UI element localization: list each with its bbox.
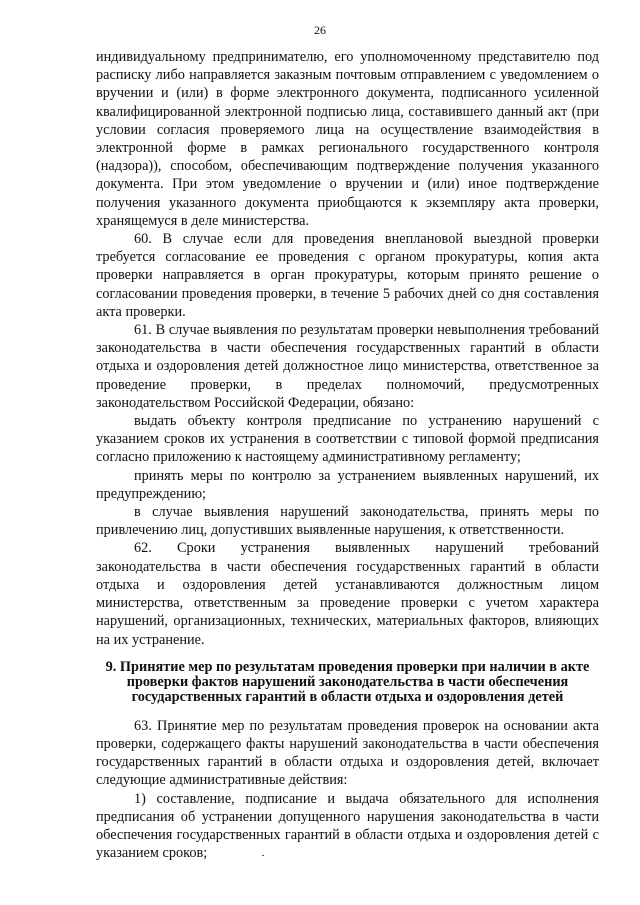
paragraph-61-item-1: выдать объекту контроля предписание по устранению нарушений с указанием сроков их устранения в соответствии с типовой формой предписания согласно приложению к настоящему административному регламенту; [96,413,599,466]
page-number: 26 [314,23,326,37]
paragraph-62: 62. Сроки устранения выявленных нарушений требований законодательства в части обеспечения государственных гарантий в области отдыха и оздоровления детей устанавливаются должностным лицом министерства, ответственным за проведение проверки с учетом характера нарушений, организационных, технических, материальных факторов, влияющих на их устранение. [96,540,599,648]
scan-artifact-dot [262,855,264,856]
paragraph-61-item-2: принять меры по контролю за устранением выявленных нарушений, их предупреждению; [96,467,599,502]
paragraph-continuation: индивидуальному предпринимателю, его уполномоченному представителю под расписку либо направляется заказным почтовым отправлением с уведомлением о вручении и (или) в форме электронного документа, подписанного усиленной квалифицированной электронной подписью лица, составившего данный акт (при условии согласия проверяемого лица на осуществление взаимодействия в электронной форме в рамках регионального государственного контроля (надзора)), способом, обеспечивающим подтверждение получения указанного документа. При этом уведомление о вручении и (или) иное подтверждение получения указанного документа приобщаются к экземпляру акта проверки, хранящемуся в деле министерства. [96,49,599,229]
paragraph-61-item-3: в случае выявления нарушений законодательства, принять меры по привлечению лиц, допустивших выявленные нарушения, к ответственности. [96,504,599,539]
paragraph-63: 63. Принятие мер по результатам проведения проверок на основании акта проверки, содержащего факты нарушений законодательства в части обеспечения государственных гарантий в области отдыха и оздоровления детей, включает следующие административные действия: [96,717,599,789]
section-heading: 9. Принятие мер по результатам проведения проверки при наличии в акте проверки фактов нарушений законодательства в части обеспечения государственных гарантий в области отдыха и оздоровления детей [105,658,590,705]
paragraph-63-item-1: 1) составление, подписание и выдача обязательного для исполнения предписания об устранении допущенного нарушения законодательства в части обеспечения государственных гарантий в области отдыха и оздоровления детей с указанием сроков; [96,790,599,862]
paragraph-60: 60. В случае если для проведения внеплановой выездной проверки требуется согласование ее проведения с органом прокуратуры, копия акта проверки направляется в орган прокуратуры, которым принято решение о согласовании проведения проверки, в течение 5 рабочих дней со дня составления акта проверки. [96,231,599,320]
document-body [96,48,599,862]
paragraph-61: 61. В случае выявления по результатам проверки невыполнения требований законодательства в части обеспечения государственных гарантий в области отдыха и оздоровления детей должностное лицо министерства, ответственное за проведение проверки, в пределах полномочий, предусмотренных законодательством Российской Федерации, обязано: [96,322,599,411]
